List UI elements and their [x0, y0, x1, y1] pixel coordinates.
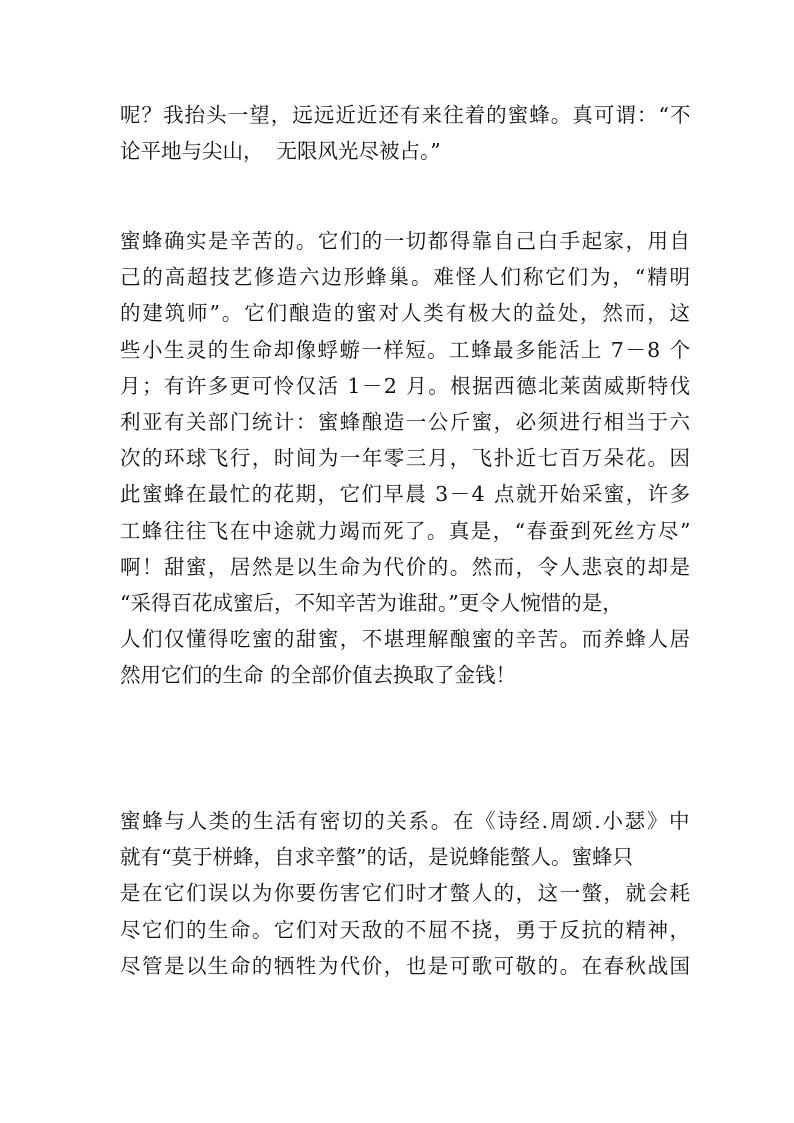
text-line: 然用它们的生命 的全部价值去换取了金钱！ [120, 663, 517, 688]
text-line: 蜜蜂确实是辛苦的。它们的一切都得靠自己白手起家，用自 [120, 229, 692, 253]
text-line: 利亚有关部门统计：蜜蜂酿造一公斤蜜，必须进行相当于六 [120, 410, 692, 434]
text-line: “采得百花成蜜后，不知辛苦为谁甜。”更令人惋惜的是， [120, 591, 623, 615]
text-line: 呢？我抬头一望，远远近近还有来往着的蜜蜂。真可谓：“不 [120, 103, 692, 127]
text-line: 次的环球飞行，时间为一年零三月，飞扑近七百万朵花。因 [120, 446, 692, 471]
text-line: 就有“莫于栟蜂，自求辛螫”的话，是说蜂能螫人。蜜蜂只 [120, 845, 633, 870]
text-line: 的建筑师”。它们酿造的蜜对人类有极大的益处，然而，这 [120, 301, 692, 326]
text-line: 己的高超技艺修造六边形蜂巢。难怪人们称它们为，“精明 [120, 265, 692, 290]
text-line: 月；有许多更可怜仅活 1－2 月。根据西德北莱茵威斯特伐 [120, 373, 692, 398]
text-line: 工蜂往往飞在中途就力竭而死了。真是，“春蚕到死丝方尽” [120, 518, 692, 543]
text-line: 尽它们的生命。它们对天敌的不屈不挠，勇于反抗的精神， [120, 917, 692, 942]
text-line: 此蜜蜂在最忙的花期，它们早晨 3－4 点就开始采蜜，许多 [120, 482, 692, 507]
text-line: 啊！甜蜜，居然是以生命为代价的。然而，令人悲哀的却是 [120, 554, 692, 579]
text-line: 人们仅懂得吃蜜的甜蜜，不堪理解酿蜜的辛苦。而养蜂人居 [120, 627, 692, 652]
text-line: 论平地与尖山， 无限风光尽被占。” [120, 139, 441, 164]
text-line: 是在它们误以为你要伤害它们时才螫人的，这一螫，就会耗 [120, 881, 692, 906]
text-line: 蜜蜂与人类的生活有密切的关系。在《诗经.周颂.小瑟》中 [120, 809, 692, 833]
text-line: 些小生灵的生命却像蜉蝣一样短。工蜂最多能活上 7－8 个 [120, 337, 692, 362]
text-line: 尽管是以生命的牺牲为代价，也是可歌可敬的。在春秋战国 [120, 953, 692, 978]
